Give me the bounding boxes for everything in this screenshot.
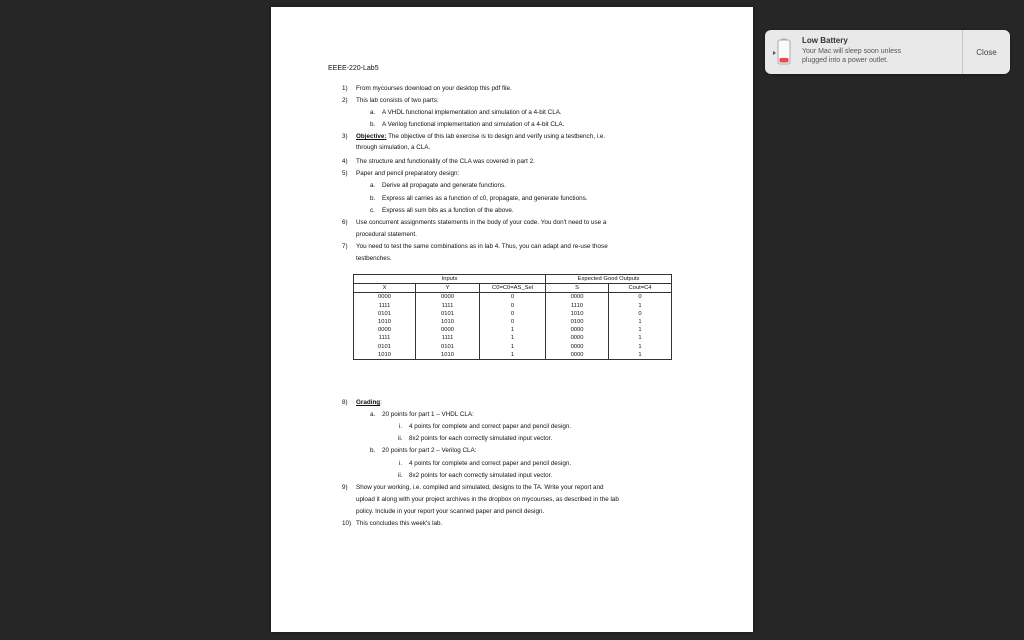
sub-item: b. — [370, 447, 376, 454]
table-cell: 1010 — [354, 351, 416, 360]
sub-sub-item-text: 8x2 points for each correctly simulated input vector. — [409, 435, 553, 442]
test-vector-table — [353, 274, 672, 360]
list-item-text: upload it along with your project archives in the dropbox on mycourses, as described in the lab — [356, 496, 619, 503]
sub-sub-item-text: 8x2 points for each correctly simulated input vector. — [409, 472, 553, 479]
sub-item: b. — [370, 121, 376, 128]
table-cell: 0 — [480, 310, 546, 318]
table-cell: 1010 — [354, 318, 416, 326]
col-header: Y — [416, 284, 480, 293]
grading-line: Grading: — [356, 399, 382, 406]
table-cell: 1 — [609, 326, 672, 334]
list-item: 2) — [342, 97, 348, 104]
table-col-header — [354, 284, 672, 293]
table-cell: 0 — [609, 293, 672, 302]
list-item: 9) — [342, 484, 348, 491]
table-row — [354, 293, 672, 302]
table-cell: 0000 — [354, 293, 416, 302]
table-group-header — [354, 275, 672, 284]
sub-sub-item-text: 4 points for complete and correct paper and pencil design. — [409, 460, 572, 467]
table-cell: 0000 — [546, 326, 609, 334]
list-item-text: Show your working, i.e. compiled and simulated, designs to the TA. Write your report and — [356, 484, 604, 491]
table-cell: 0 — [480, 302, 546, 310]
table-cell: 1111 — [354, 334, 416, 342]
sub-sub-item: i. — [399, 423, 403, 430]
list-item: 8) — [342, 399, 348, 406]
table-row — [354, 343, 672, 351]
list-item-text: policy. Include in your report your scanned paper and pencil design. — [356, 508, 545, 515]
table-cell: 1 — [480, 351, 546, 360]
col-header: C0=C0=AS_Sel — [480, 284, 546, 293]
sub-item-text: Derive all propagate and generate functions. — [382, 182, 506, 189]
sub-sub-item-text: 4 points for complete and correct paper and pencil design. — [409, 423, 572, 430]
sub-item: c. — [370, 207, 375, 214]
low-battery-icon — [773, 38, 793, 66]
sub-item-text: Express all sum bits as a function of the above. — [382, 207, 514, 214]
objective-line: Objective: The objective of this lab exercise is to design and verify using a testbench, i.e. — [356, 133, 606, 140]
col-header: Cout=C4 — [609, 284, 672, 293]
table-cell: 0000 — [546, 293, 609, 302]
table-cell: 1 — [480, 334, 546, 342]
list-item-text: This lab consists of two parts: — [356, 97, 439, 104]
list-item: 5) — [342, 170, 348, 177]
list-item-text: From mycourses download on your desktop this pdf file. — [356, 85, 512, 92]
low-battery-notification[interactable] — [765, 30, 1010, 74]
list-item-text: Use concurrent assignments statements in the body of your code. You don't need to use a — [356, 219, 607, 226]
list-item-text: This concludes this week's lab. — [356, 520, 443, 527]
table-cell: 1 — [480, 343, 546, 351]
table-cell: 1 — [609, 334, 672, 342]
table-cell: 0100 — [546, 318, 609, 326]
col-header: X — [354, 284, 416, 293]
list-item-text: testbenches. — [356, 255, 392, 262]
list-item-text: through simulation, a CLA. — [356, 144, 431, 151]
list-item-text: You need to test the same combinations as in lab 4. Thus, you can adapt and re-use those — [356, 243, 608, 250]
table-row — [354, 318, 672, 326]
table-cell: 1010 — [546, 310, 609, 318]
list-item: 10) — [342, 520, 352, 527]
list-item-text: Paper and pencil preparatory design: — [356, 170, 460, 177]
close-button[interactable]: Close — [976, 47, 997, 57]
table-cell: 0101 — [354, 343, 416, 351]
list-item: 4) — [342, 158, 348, 165]
table-row — [354, 302, 672, 310]
table-cell: 0 — [480, 318, 546, 326]
outputs-header: Expected Good Outputs — [546, 275, 672, 284]
table-cell: 1 — [609, 343, 672, 351]
list-item: 7) — [342, 243, 348, 250]
list-item: 6) — [342, 219, 348, 226]
sub-item-text: A Verilog functional implementation and simulation of a 4-bit CLA. — [382, 121, 565, 128]
list-item-text: The structure and functionality of the CLA was covered in part 2. — [356, 158, 535, 165]
notification-title: Low Battery — [802, 36, 848, 45]
table-cell: 1 — [609, 302, 672, 310]
col-header: S — [546, 284, 609, 293]
table-cell: 1 — [609, 351, 672, 360]
table-cell: 0 — [609, 310, 672, 318]
table-cell: 0000 — [416, 293, 480, 302]
table-cell: 1111 — [416, 302, 480, 310]
table-row — [354, 310, 672, 318]
table-cell: 1 — [609, 318, 672, 326]
pdf-page — [271, 7, 753, 632]
table-cell: 0101 — [416, 310, 480, 318]
list-item: 3) — [342, 133, 348, 140]
table-cell: 0101 — [354, 310, 416, 318]
table-cell: 0000 — [546, 351, 609, 360]
table-cell: 0 — [480, 293, 546, 302]
table-cell: 0000 — [354, 326, 416, 334]
table-cell: 1110 — [546, 302, 609, 310]
list-item-text: procedural statement. — [356, 231, 417, 238]
table-cell: 1111 — [354, 302, 416, 310]
table-cell: 0000 — [546, 343, 609, 351]
document-title: EEEE-220-Lab5 — [328, 65, 379, 72]
sub-item-text: 20 points for part 1 – VHDL CLA: — [382, 411, 474, 418]
table-row — [354, 334, 672, 342]
table-cell: 1 — [480, 326, 546, 334]
sub-sub-item: i. — [399, 460, 403, 467]
table-row — [354, 351, 672, 360]
grading-label: Grading — [356, 399, 381, 406]
sub-sub-item: ii. — [398, 435, 403, 442]
table-cell: 1111 — [416, 334, 480, 342]
table-cell: 0101 — [416, 343, 480, 351]
sub-item-text: A VHDL functional implementation and simulation of a 4-bit CLA. — [382, 109, 562, 116]
inputs-header: Inputs — [354, 275, 546, 284]
table-cell: 1010 — [416, 351, 480, 360]
table-row — [354, 326, 672, 334]
table-cell: 0000 — [416, 326, 480, 334]
table-cell: 1010 — [416, 318, 480, 326]
sub-item: a. — [370, 411, 376, 418]
sub-item: a. — [370, 109, 376, 116]
sub-item: b. — [370, 195, 376, 202]
sub-item-text: 20 points for part 2 – Verilog CLA: — [382, 447, 477, 454]
table-cell: 0000 — [546, 334, 609, 342]
sub-item: a. — [370, 182, 376, 189]
objective-label: Objective: — [356, 133, 387, 140]
sub-sub-item: ii. — [398, 472, 403, 479]
list-item: 1) — [342, 85, 348, 92]
sub-item-text: Express all carries as a function of c0, propagate, and generate functions. — [382, 195, 588, 202]
notification-message: Your Mac will sleep soon unless plugged into a power outlet. — [802, 48, 901, 64]
